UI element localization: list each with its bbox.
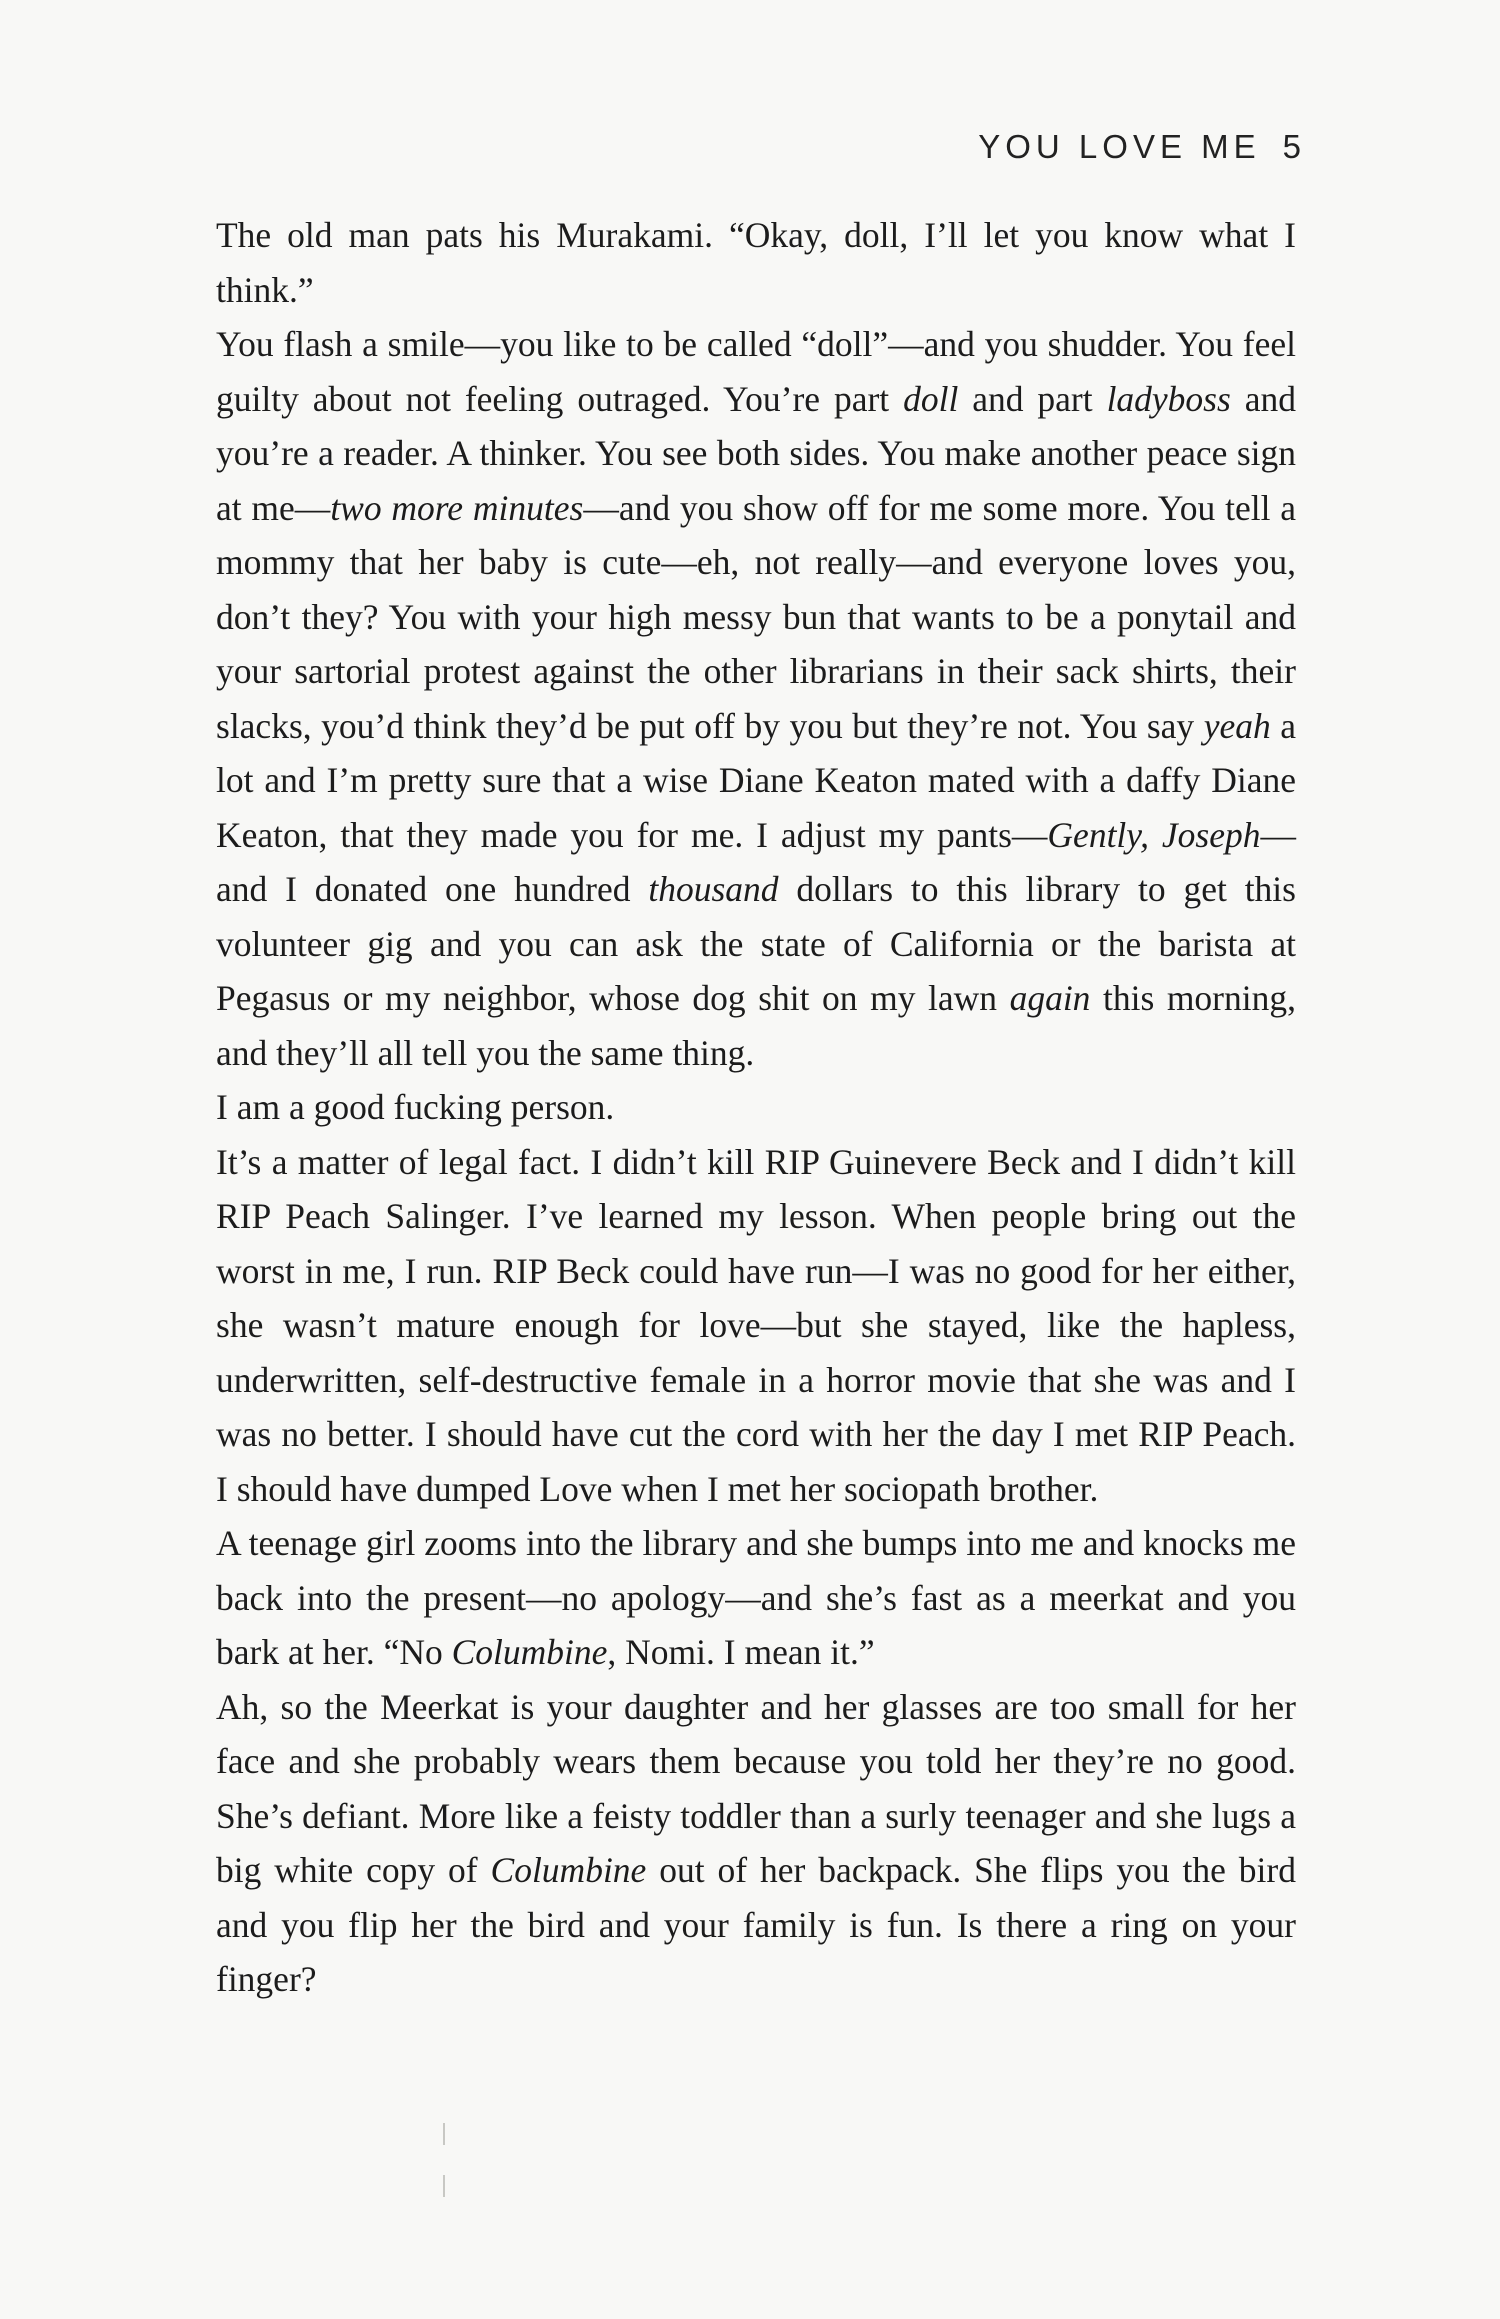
text-run: —and I donated one hundred [216,814,1296,909]
text-run: a lot and I’m pretty sure that a wise Diane Keaton mated with a daffy Diane Keaton, that they made you for me. I adjust my pants— [216,705,1296,855]
text-run: You flash a smile—you like to be called “doll”—and you shudder. You feel guilty about not feeling outraged. You’re part [216,324,1296,419]
text-run: Ah, so the Meerkat is your daughter and her glasses are too small for her face and she probably wears them because you told her they’re no good. She’s defiant. More like a feisty toddler than a surly teenager and she lugs a big white copy of [216,1686,1296,1890]
italic-run: Gently, Joseph [1047,814,1261,855]
text-run: The old man pats his Murakami. “Okay, doll, I’ll let you know what I think.” [216,215,1296,310]
page-number: 5 [1282,128,1305,165]
paragraph [216,1080,1296,1135]
running-head [978,128,1305,166]
italic-run: yeah [1203,705,1271,746]
italic-run: ladyboss [1106,378,1231,419]
italic-run: two more minutes [330,487,584,528]
scan-mark [443,2175,445,2197]
italic-run: thousand [648,869,779,909]
paragraph [216,1135,1296,1517]
text-run: dollars to this library to get this volunteer gig and you can ask the state of California or the barista at Pegasus or my neighbor, whose dog shit on my lawn [216,869,1296,1018]
italic-run: again [1009,978,1091,1018]
text-run: and you’re a reader. A thinker. You see both sides. You make another peace sign at me— [216,378,1296,528]
text-run: I am a good fucking person. [216,1087,615,1127]
paragraph [216,1516,1296,1680]
text-run: this morning, and they’ll all tell you the same thing. [216,978,1296,1073]
text-run: It’s a matter of legal fact. I didn’t kill RIP Guinevere Beck and I didn’t kill RIP Peach Salinger. I’ve learned my lesson. When people bring out the worst in me, I run. RIP Beck could have run—I was no good for her either, she wasn’t mature enough for love—but she stayed, like the hapless, underwritten, self-destructive female in a horror movie that she was and I was no better. I should have cut the cord with her the day I met RIP Peach. I should have dumped Love when I met her sociopath brother. [216,1141,1296,1509]
scan-mark [443,2123,445,2145]
italic-run: doll [903,378,959,419]
paragraph [216,208,1296,317]
text-run: , Nomi. I mean it.” [607,1632,875,1672]
paragraph [216,317,1296,1080]
text-run: out of her backpack. She flips you the bird and you flip her the bird and your family is fun. Is there a ring on your finger? [216,1850,1296,1999]
body-text [216,208,1296,2007]
paragraph [216,1680,1296,2007]
text-run: A teenage girl zooms into the library and she bumps into me and knocks me back into the present—no apology—and she’s fast as a meerkat and you bark at her. “No [216,1523,1296,1672]
text-run: and part [958,378,1107,419]
italic-run: Columbine [451,1632,608,1672]
book-title: YOU LOVE ME [978,128,1261,165]
text-run: —and you show off for me some more. You tell a mommy that her baby is cute—eh, not really—and everyone loves you, don’t they? You with your high messy bun that wants to be a ponytail and your sartorial protest against the other librarians in their sack shirts, their slacks, you’d think they’d be put off by you but they’re not. You say [216,487,1297,746]
italic-run: Columbine [490,1850,647,1890]
